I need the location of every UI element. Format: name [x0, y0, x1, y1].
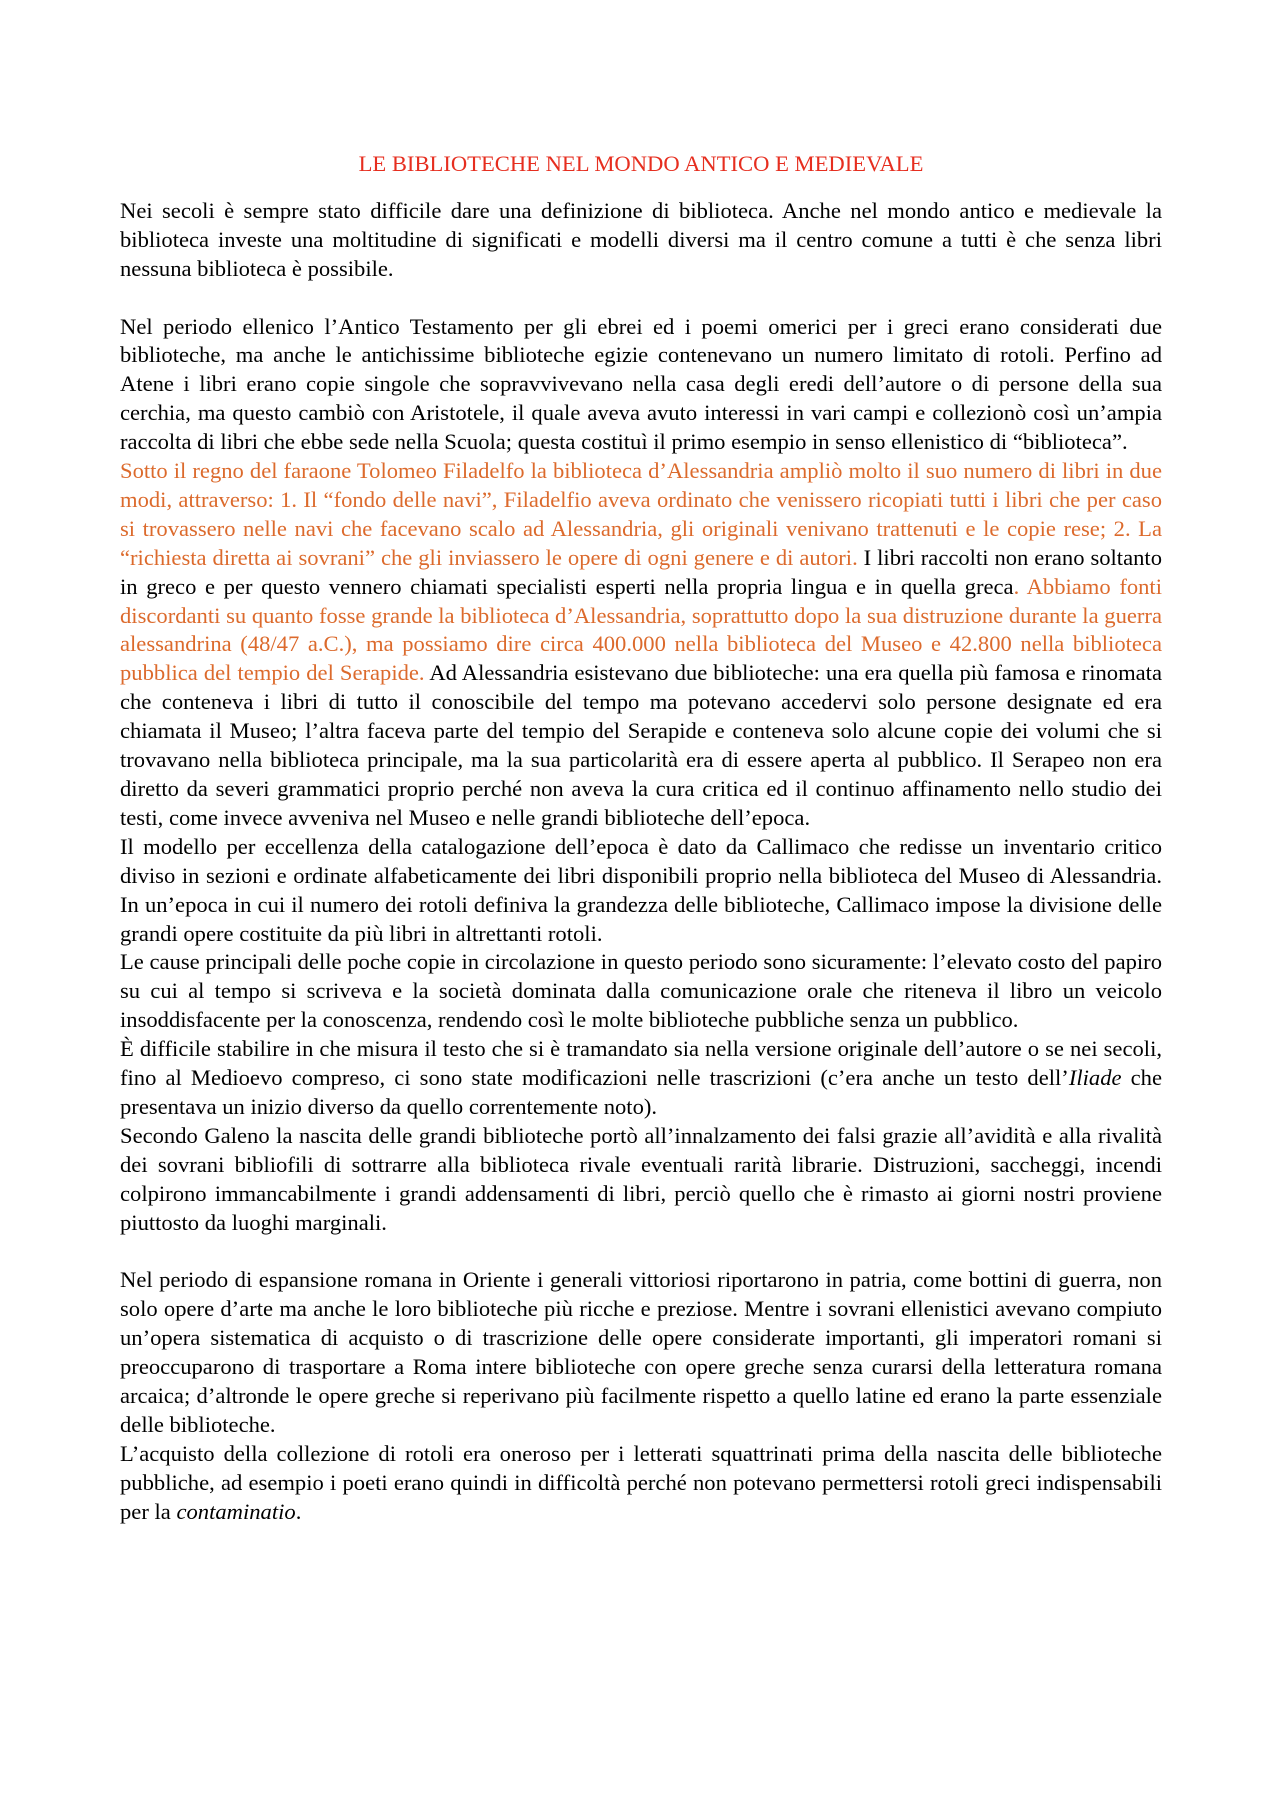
highlighted-text-tolomeo: Sotto il regno del faraone Tolomeo Filadelfo la biblioteca d’Alessandria ampliò molto il suo numero di libri in due modi, attraverso: 1. Il “fondo delle navi”, Filadelfio aveva ordinato che venissero ricopiati tutti i libri che per caso si trovassero nelle navi che facevano scalo ad Alessandria, gli originali venivano trattenuti e le copie rese; 2. La “richiesta diretta ai sovrani” che gli inviassero le opere di ogni genere e di autori. — [120, 458, 1162, 570]
text-scrolls-a: L’acquisto della collezione di rotoli era oneroso per i letterati squattrinati prima della nascita delle biblioteche pubbliche, ad esempio i poeti erano quindi in difficoltà perché non potevano permettersi rotoli greci indispensabili per la — [120, 1440, 1162, 1524]
text-transmission-a: È difficile stabilire in che misura il testo che si è tramandato sia nella versione originale dell’autore o se nei secoli, fino al Medioevo compreso, ci sono state modificazioni nelle trascrizioni (c’era anche un testo dell’ — [120, 1036, 1162, 1091]
text-transmission-b: che presentava un inizio diverso da quello correntemente noto). — [120, 1065, 1162, 1119]
paragraph-roman-expansion: Nel periodo di espansione romana in Oriente i generali vittoriosi riportarono in patria, come bottini di guerra, non solo opere d’arte ma anche le loro biblioteche più ricche e preziose. Mentre i sovrani ellenistici avevano compiuto un’opera sistematica di acquisto o di trascrizione delle opere considerate importanti, gli imperatori romani si preoccuparono di trasportare a Roma intere biblioteche con opere greche senza curarsi della letteratura romana arcaica; d’altronde le opere greche si reperivano più facilmente rispetto a quello latine ed erano la parte essenziale delle biblioteche. — [120, 1267, 1162, 1437]
text-two-libraries: Ad Alessandria esistevano due biblioteche: una era quella più famosa e rinomata che conteneva i libri di tutto il conoscibile del tempo ma potevano accedervi solo persone designate ed era chiamata il Museo; l’altra faceva parte del tempio del Serapide e conteneva solo alcune copie dei volumi che si trovavano nella biblioteca principale, ma la sua particolarità era di essere aperta al pubblico. Il Serapeo non era diretto da severi grammatici proprio perché non aveva la cura critica ed il continuo affinamento nello studio dei testi, come invece avveniva nel Museo e nelle grandi biblioteche dell’epoca. — [120, 660, 1162, 830]
text-scrolls-b: . — [295, 1498, 302, 1524]
paragraph-callimaco: Il modello per eccellenza della catalogazione dell’epoca è dato da Callimaco che redisse un inventario critico diviso in sezioni e ordinate alfabeticamente dei libri disponibili proprio nella biblioteca del Museo di Alessandria. In un’epoca in cui il numero dei rotoli definiva la grandezza delle biblioteche, Callimaco impose la divisione delle grandi opere costituite da più libri in altrettanti rotoli. — [120, 833, 1162, 946]
paragraph-hellenic-period: Nel periodo ellenico l’Antico Testamento per gli ebrei ed i poemi omerici per i greci erano considerati due biblioteche, ma anche le antichissime biblioteche egizie contenevano un numero limitato di rotoli. Perfino ad Atene i libri erano copie singole che sopravvivevano nella casa degli eredi dell’autore o di persone della sua cerchia, ma questo cambiò con Aristotele, il quale aveva avuto interessi in vari campi e collezionò così un’ampia raccolta di libri che ebbe sede nella Scuola; questa costituì il primo esempio in senso ellenistico di “biblioteca”. — [120, 313, 1162, 455]
paragraph-causes: Le cause principali delle poche copie in circolazione in questo periodo sono sicuramente: l’elevato costo del papiro su cui al tempo si scriveva e la società dominata dalla comunicazione orale che riteneva il libro un veicolo insoddisfacente per la conoscenza, rendendo così le molte biblioteche pubbliche senza un pubblico. — [120, 949, 1162, 1033]
paragraph-definition: Nei secoli è sempre stato difficile dare una definizione di biblioteca. Anche nel mondo antico e medievale la biblioteca investe una moltitudine di significati e modelli diversi ma il centro comune a tutti è che senza libri nessuna biblioteca è possibile. — [120, 197, 1162, 281]
italic-contaminatio: contaminatio — [176, 1498, 296, 1524]
text-languages: I libri raccolti non erano soltanto in greco e per questo vennero chiamati specialisti esperti nella propria lingua e in quella greca — [120, 544, 1162, 599]
italic-iliade: Iliade — [1068, 1065, 1122, 1091]
paragraph-galeno: Secondo Galeno la nascita delle grandi biblioteche portò all’innalzamento dei falsi grazie all’avidità e alla rivalità dei sovrani bibliofili di sottrarre alla biblioteca rivale eventuali rarità librarie. Distruzioni, saccheggi, incendi colpirono immancabilmente i grandi addensamenti di libri, perciò quello che è rimasto ai giorni nostri proviene piuttosto da luoghi marginali. — [120, 1122, 1162, 1235]
document-title: LE BIBLIOTECHE NEL MONDO ANTICO E MEDIEVALE — [358, 151, 924, 176]
paragraph-transmission — [120, 1035, 1162, 1122]
paragraph-alexandria — [120, 457, 1162, 833]
document-body — [120, 150, 1162, 1527]
paragraph-scrolls-cost — [120, 1440, 1162, 1527]
highlighted-text-sources: . Abbiamo fonti discordanti su quanto fosse grande la biblioteca d’Alessandria, soprattutto dopo la sua distruzione durante la guerra alessandrina (48/47 a.C.), ma possiamo dire circa 400.000 nella biblioteca del Museo e 42.800 nella biblioteca pubblica del tempio del Serapide. — [120, 573, 1162, 686]
